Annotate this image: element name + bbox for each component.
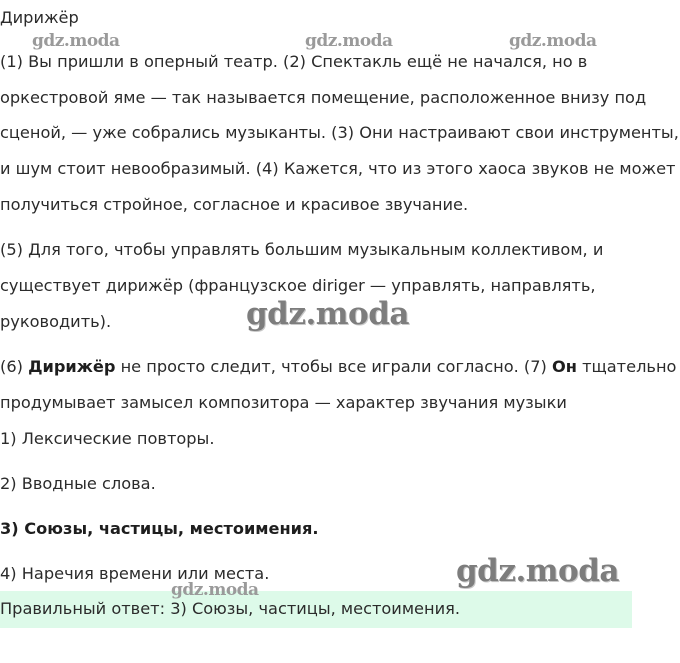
passage-line: оркестровой яме — так называется помещение, расположенное внизу под — [0, 88, 647, 107]
watermark: gdz.moda — [171, 580, 259, 600]
watermark: gdz.moda — [305, 31, 393, 51]
passage-line: продумывает замысел композитора — характер звучания музыки — [0, 393, 567, 412]
passage-line: (5) Для того, чтобы управлять большим музыкальным коллективом, и — [0, 240, 604, 259]
option-2: 2) Вводные слова. — [0, 474, 156, 493]
passage-line: (1) Вы пришли в оперный театр. (2) Спектакль ещё не начался, но в — [0, 52, 588, 71]
document-title: Дирижёр — [0, 8, 79, 27]
sentence-6-text: не просто следит, чтобы все играли согласно. (7) — [115, 357, 552, 376]
option-4: 4) Наречия времени или места. — [0, 564, 270, 583]
passage-line: и шум стоит невообразимый. (4) Кажется, что из этого хаоса звуков не может — [0, 159, 676, 178]
passage-line: существует дирижёр (французское diriger — управлять, направлять, — [0, 276, 596, 295]
option-3: 3) Союзы, частицы, местоимения. — [0, 519, 319, 538]
option-1: 1) Лексические повторы. — [0, 429, 215, 448]
correct-answer-box — [0, 591, 632, 628]
passage-line: сценой, — уже собрались музыканты. (3) Они настраивают свои инструменты, — [0, 123, 679, 142]
bold-word-he: Он — [551, 357, 577, 376]
sentence-6-prefix: (6) — [0, 357, 29, 376]
passage-line-sentence-6 — [0, 356, 676, 378]
watermark: gdz.moda — [32, 31, 120, 51]
passage-line: получиться стройное, согласное и красивое звучание. — [0, 195, 469, 214]
watermark: gdz.moda — [246, 296, 409, 332]
correct-answer-text: Правильный ответ: 3) Союзы, частицы, местоимения. — [0, 599, 460, 618]
sentence-6-suffix: тщательно — [576, 357, 677, 376]
watermark: gdz.moda — [456, 553, 619, 589]
passage-line: руководить). — [0, 312, 112, 331]
bold-word-conductor: Дирижёр — [28, 357, 116, 376]
watermark: gdz.moda — [509, 31, 597, 51]
